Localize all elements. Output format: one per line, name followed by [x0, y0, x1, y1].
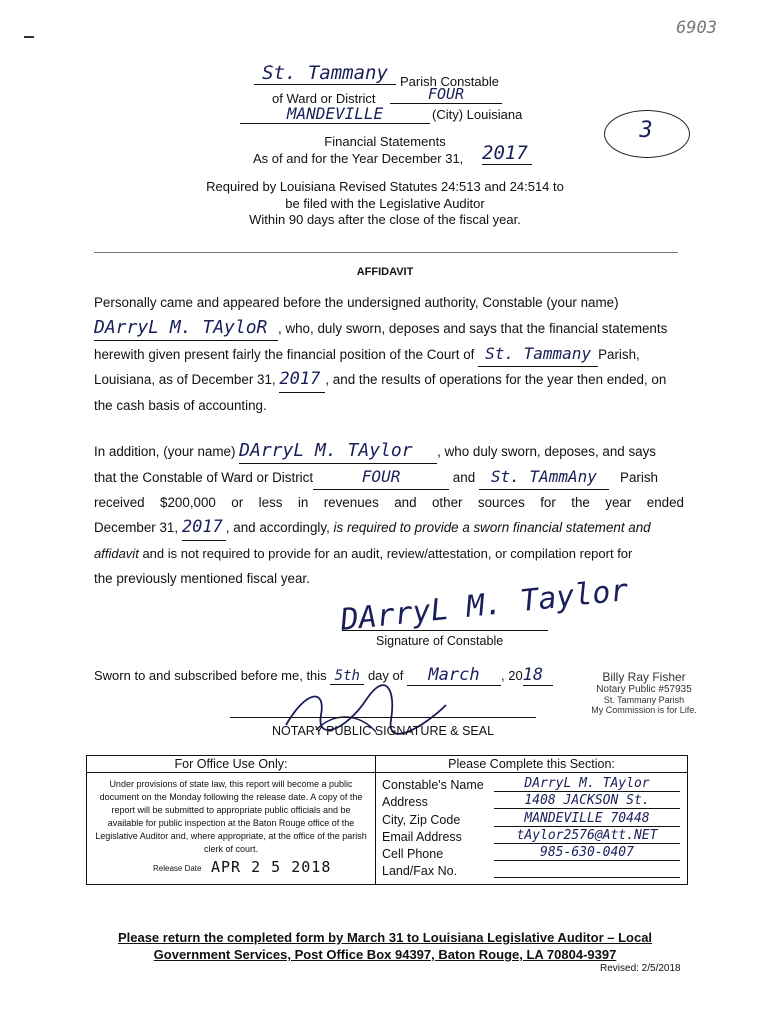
p2-constable-name: DArryL M. TAylor [239, 438, 437, 464]
p2-parish: St. TAmmAny [479, 464, 609, 490]
parish-label: Parish Constable [400, 74, 499, 89]
circled-number: 3 [639, 118, 653, 143]
contact-field-value [494, 862, 680, 878]
footer-line2: Government Services, Post Office Box 94397, Baton Rouge, LA 70804-9397 [153, 947, 617, 962]
contact-field-value: 1408 JACKSON St. [494, 793, 680, 809]
p2-k: and is not required to provide for an audit, review/attestation, or compilation report for [142, 546, 633, 561]
contact-field-value: DArryL M. TAylor [494, 776, 680, 792]
ward-handwritten: FOUR [390, 85, 502, 104]
city-handwritten: MANDEVILLE [240, 104, 430, 124]
p1-d: Parish, [598, 347, 640, 362]
notary-label: NOTARY PUBLIC SIGNATURE & SEAL [272, 724, 495, 738]
header-divider [94, 252, 678, 253]
p1-b: , who, duly sworn, deposes and says that the financial statements [278, 321, 668, 336]
p2-c: that the Constable of Ward or District [94, 470, 314, 485]
city-label: (City) Louisiana [432, 107, 523, 122]
p2-h: , and accordingly, [225, 520, 330, 535]
p1-court: St. Tammany [478, 341, 598, 367]
p2-l: the previously mentioned fiscal year. [94, 571, 310, 586]
contact-field-value: MANDEVILLE 70448 [494, 811, 680, 827]
notary-number: Notary Public #57935 [596, 684, 692, 695]
sworn-text-a: Sworn to and subscribed before me, this [94, 668, 327, 683]
office-box [86, 755, 688, 885]
scan-mark [24, 36, 34, 38]
contact-field-label: Constable's Name [382, 778, 484, 793]
req-line2: be filed with the Legislative Auditor [285, 196, 485, 211]
fs-year-handwritten: 2017 [482, 142, 532, 165]
office-use-title: For Office Use Only: [87, 756, 375, 773]
signature-line [342, 630, 548, 631]
constable-signature: DArryL M. Taylor [338, 572, 631, 639]
p2-a: In addition, (your name) [94, 444, 236, 459]
release-label: Release Date [153, 864, 202, 873]
req-line3: Within 90 days after the close of the fiscal year. [249, 212, 521, 227]
complete-section-panel [376, 756, 687, 884]
p2-year: 2017 [182, 515, 226, 541]
req-line1: Required by Louisiana Revised Statutes 24:513 and 24:514 to [206, 179, 564, 194]
sworn-day: 5th [330, 668, 364, 685]
parish-handwritten: St. Tammany [254, 62, 396, 85]
contact-field-label: Land/Fax No. [382, 864, 458, 879]
sworn-month: March [407, 665, 501, 686]
sworn-year: 18 [523, 665, 553, 686]
p2-g: December 31, [94, 520, 179, 535]
notary-name: Billy Ray Fisher [602, 670, 686, 684]
affidavit-title: AFFIDAVIT [356, 266, 414, 278]
release-stamp: APR 2 5 2018 [211, 858, 332, 876]
p1-c: herewith given present fairly the financial position of the Court of [94, 347, 475, 362]
contact-field-row [382, 844, 687, 861]
notary-line [230, 717, 536, 718]
p1-f: , and the results of operations for the year then ended, on [325, 372, 667, 387]
p1-a: Personally came and appeared before the undersigned authority, Constable (your name) [94, 295, 619, 310]
contact-field-value: 985-630-0407 [494, 845, 680, 861]
p2-i: is required to provide a sworn financial statement and [333, 520, 651, 535]
notary-stamp [578, 670, 710, 715]
affidavit-paragraph-2 [94, 438, 684, 591]
footer-line1: Please return the completed form by March 31 to Louisiana Legislative Auditor – Local [117, 930, 653, 945]
p2-e: Parish [620, 470, 659, 485]
p2-d: and [452, 470, 476, 485]
office-use-panel [87, 756, 376, 884]
contact-field-value: tAylor2576@Att.NET [494, 828, 680, 844]
sworn-text-b: day of [367, 668, 404, 683]
p1-e: Louisiana, as of December 31, [94, 372, 276, 387]
contact-field-label: Cell Phone [382, 846, 444, 861]
sworn-text-c: , 20 [500, 668, 523, 683]
p2-j: affidavit [94, 546, 139, 561]
contact-field-row [382, 809, 687, 826]
signature-label: Signature of Constable [376, 634, 504, 648]
contact-field-label: City, Zip Code [382, 812, 461, 827]
fs-title: Financial Statements [324, 134, 446, 149]
corner-number: 6903 [676, 18, 717, 38]
footer-revised: Revised: 2/5/2018 [600, 963, 681, 974]
p1-g: the cash basis of accounting. [94, 398, 267, 413]
notary-commission: My Commission is for Life. [591, 705, 697, 715]
p2-f: received $200,000 or less in revenues and other sources for the year ended [94, 495, 684, 510]
p2-b: , who duly sworn, deposes, and says [437, 444, 656, 459]
p1-constable-name: DArryL M. TAyloR [94, 315, 278, 341]
contact-field-row [382, 775, 687, 792]
p2-ward: FOUR [313, 464, 449, 490]
contact-field-label: Address [382, 795, 428, 810]
complete-section-fields [376, 773, 687, 878]
contact-field-row [382, 827, 687, 844]
affidavit-paragraph-1 [94, 290, 684, 418]
contact-field-row [382, 861, 687, 878]
notary-parish: St. Tammany Parish [603, 695, 685, 705]
ward-label: of Ward or District [272, 91, 376, 106]
fs-year-label: As of and for the Year December 31, [253, 151, 464, 166]
contact-field-row [382, 792, 687, 809]
contact-field-label: Email Address [382, 829, 462, 844]
complete-section-title: Please Complete this Section: [376, 756, 687, 773]
p1-year: 2017 [279, 367, 325, 393]
office-use-text: Under provisions of state law, this report will become a public document on the Monday following the release date. A copy of the report will be submitted to appropriate public officials and be available for public inspection at the Baton Rouge office of the Legislative Auditor and, where appropriate, at the office of the parish clerk of court. [95, 779, 367, 854]
